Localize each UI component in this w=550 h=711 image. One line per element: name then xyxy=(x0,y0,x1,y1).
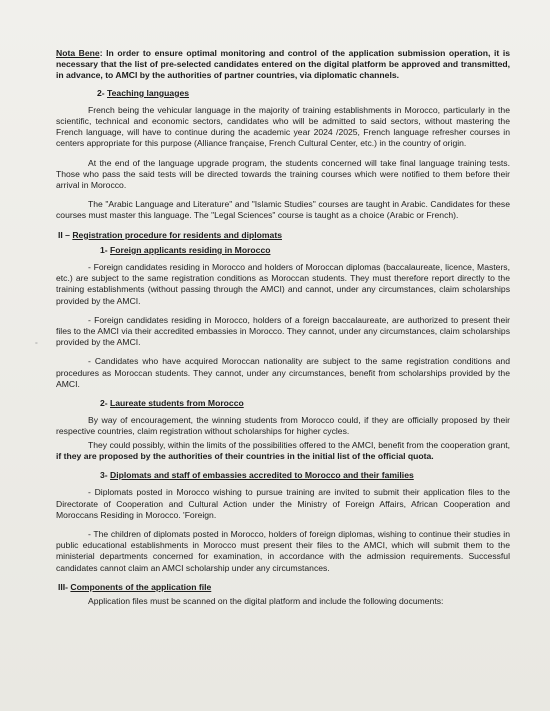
laureate-paragraph-1: By way of encouragement, the winning students from Morocco could, if they are officially proposed by their respective countries, claim registration without scholarships for higher cycles. xyxy=(56,415,510,437)
heading-title: Registration procedure for residents and diplomats xyxy=(72,229,282,240)
teaching-paragraph-1: French being the vehicular language in the majority of training establishments in Morocco, particularly in the scientific, technical and economic sectors, candidates who will be admitted to said sectors, without mastering the French language, will have to continue during the academic year 2024 /2025, French language refresher courses in centers appropriate for this purpose (Alliance française, French Cultural Center, etc.) in the country of origin. xyxy=(56,104,510,149)
heading-foreign-applicants xyxy=(100,245,510,256)
laureate-paragraph-2-text: They could possibly, within the limits of the possibilities offered to the AMCI, benefit from the cooperation grant, xyxy=(88,439,510,450)
heading-number: 3- xyxy=(100,470,111,481)
foreign-applicants-paragraph-1: - Foreign candidates residing in Morocco and holders of Moroccan diplomas (baccalaureate, licence, Masters, etc.) are subject to the same registration conditions as Moroccan students. They must therefore report directly to the training establishments (without passing through the AMCI) and cannot, under any circumstances, claim scholarships provided by the AMCI. xyxy=(56,262,510,306)
diplomats-paragraph-2: - The children of diplomats posted in Morocco, holders of foreign diplomas, wishing to continue their studies in public educational establishments in Morocco must present their files to the AMCI, which will submit them to the ministerial departments concerned for examination, in accordance with the admission requirements. Successful candidates cannot claim an AMCI scholarship under any circumstances. xyxy=(56,528,510,573)
heading-number: 2- xyxy=(97,87,108,98)
laureate-paragraph-2-bold: if they are proposed by the authorities of their countries in the initial list of the official quota. xyxy=(56,450,434,461)
heading-laureate-students xyxy=(100,398,510,409)
heading-diplomats xyxy=(100,470,510,481)
heading-title: Laureate students from Morocco xyxy=(110,398,244,409)
teaching-paragraph-2: At the end of the language upgrade program, the students concerned will take final language training tests. Those who pass the said tests will be directed towards the training courses which were notified to them before their arrival in Morocco. xyxy=(56,157,510,191)
nota-bene-label: Nota Bene xyxy=(56,48,100,58)
margin-mark: ° xyxy=(35,342,38,349)
heading-title: Teaching languages xyxy=(107,87,190,98)
nota-bene-paragraph xyxy=(56,48,510,82)
foreign-applicants-paragraph-2: - Foreign candidates residing in Morocco, holders of a foreign baccalaureate, are authorized to present their files to the AMCI via their accredited embassies in Morocco. They cannot, under any circumstances, claim scholarships provided by the AMCI. xyxy=(56,314,510,348)
heading-title: Diplomats and staff of embassies accredited to Morocco and their families xyxy=(110,470,414,481)
heading-application-file xyxy=(58,582,510,593)
diplomats-paragraph-1: - Diplomats posted in Morocco wishing to pursue training are invited to submit their application files to the Directorate of Cooperation and Cultural Action under the Ministry of Foreign Affairs, African Cooperation and Moroccans Residing in Morocco. 'Foreign. xyxy=(56,487,510,520)
heading-title: Components of the application file xyxy=(70,581,212,592)
heading-registration-procedure xyxy=(58,230,510,241)
teaching-paragraph-3: The "Arabic Language and Literature" and "Islamic Studies" courses are taught in Arabic. Candidates for these courses must master this language. The "Legal Sciences" course is taught as a choice (Arabic or French). xyxy=(56,199,510,221)
heading-number: 1- xyxy=(100,244,111,255)
application-file-paragraph: Application files must be scanned on the digital platform and include the following documents: xyxy=(88,595,444,606)
heading-number: 2- xyxy=(100,398,111,409)
foreign-applicants-paragraph-3: - Candidates who have acquired Moroccan nationality are subject to the same registration conditions and procedures as Moroccan students. They cannot, under any circumstances, benefit from scholarships provided by the AMCI. xyxy=(56,356,510,389)
heading-number: II – xyxy=(58,229,73,240)
heading-title: Foreign applicants residing in Morocco xyxy=(110,244,271,255)
heading-teaching-languages xyxy=(97,88,510,99)
nota-bene-text: : In order to ensure optimal monitoring and control of the application submission operation, it is necessary that the list of pre-selected candidates entered on the digital platform be approved and transmitted, in advance, to AMCI by the authorities of partner countries, via diplomatic channels. xyxy=(56,48,511,81)
laureate-paragraph-2 xyxy=(56,440,510,462)
heading-number: III- xyxy=(58,581,71,592)
